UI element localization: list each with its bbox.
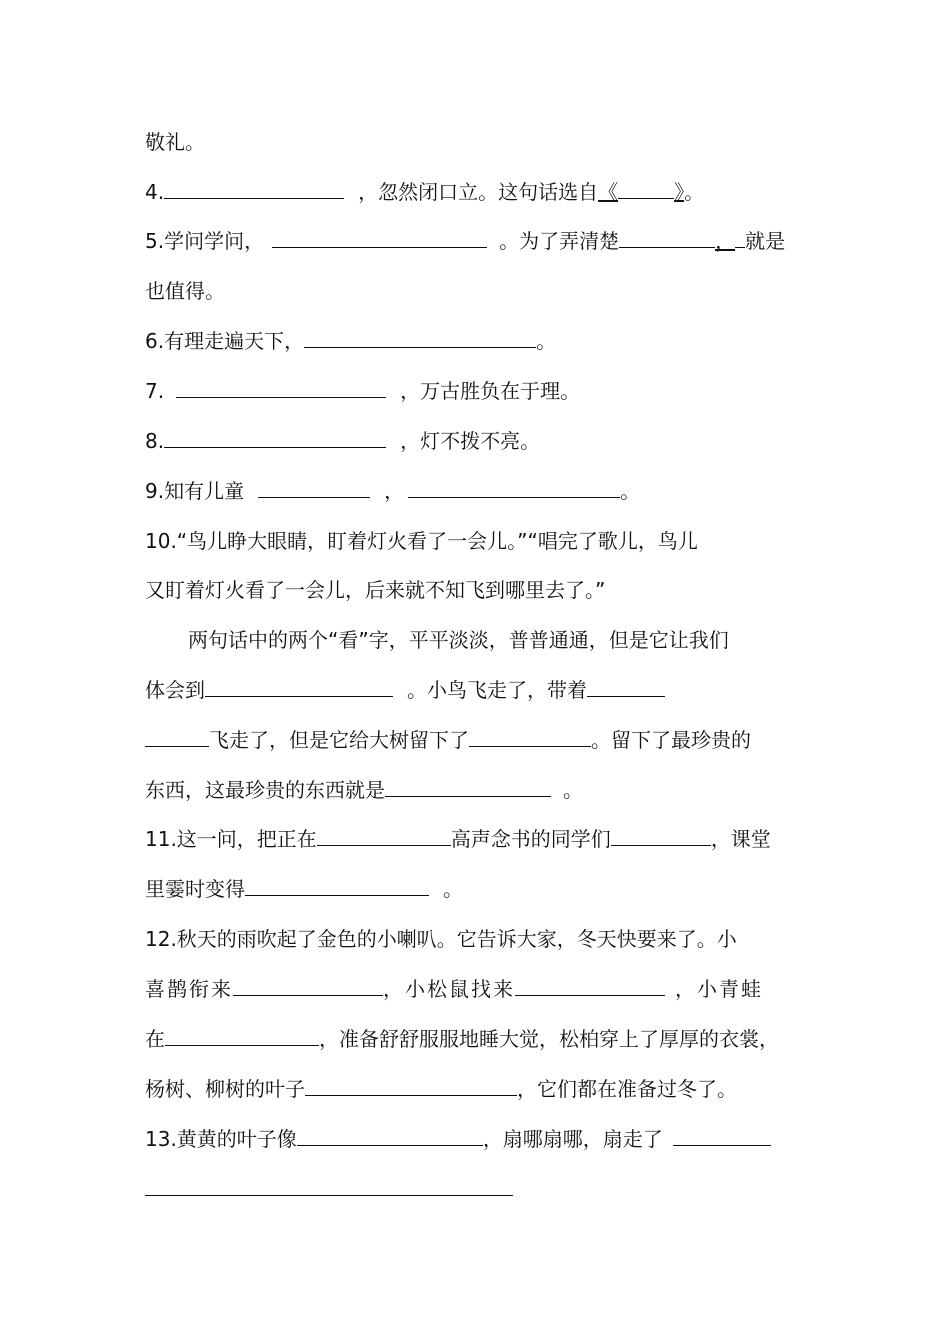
question-11-line-1: 11.这一问，把正在 高声念书的同学们 ，课堂 (145, 827, 771, 851)
question-12-line-4: 杨树、柳树的叶子 ，它们都在准备过冬了。 (145, 1077, 737, 1101)
blank[interactable] (611, 825, 711, 846)
blank[interactable] (245, 875, 429, 896)
question-13-line-1: 13.黄黄的叶子像 ，扇哪扇哪，扇走了 (145, 1125, 771, 1153)
line-1: 敬礼。 (145, 130, 205, 154)
blank[interactable] (233, 975, 383, 996)
blank[interactable] (469, 726, 591, 747)
question-10-line-2: 又盯着灯火看了一会儿，后来就不知飞到哪里去了。” (145, 578, 606, 602)
question-13-line-2 (145, 1175, 513, 1203)
question-12-line-1: 12.秋天的雨吹起了金色的小喇叭。它告诉大家，冬天快要来了。小 (145, 927, 737, 951)
question-10-line-4: 体会到 。小鸟飞走了，带着 (145, 676, 665, 704)
question-10-line-6: 东西，这最珍贵的东西就是 。 (145, 778, 583, 802)
blank[interactable] (176, 377, 386, 398)
blank[interactable] (304, 327, 536, 348)
blank[interactable] (317, 825, 451, 846)
blank[interactable] (205, 676, 393, 697)
blank[interactable] (164, 178, 344, 199)
blank[interactable] (735, 227, 745, 248)
blank[interactable] (305, 1075, 517, 1096)
blank[interactable] (145, 726, 209, 747)
blank[interactable] (165, 1025, 319, 1046)
question-6: 6.有理走遍天下， 。 (145, 329, 557, 353)
blank[interactable] (618, 178, 674, 199)
blank[interactable] (673, 1125, 771, 1146)
blank[interactable] (145, 1175, 513, 1196)
blank[interactable] (408, 477, 620, 498)
blank[interactable] (587, 676, 665, 697)
blank[interactable] (272, 227, 487, 248)
blank[interactable] (515, 975, 665, 996)
question-11-line-2: 里霎时变得 。 (145, 877, 463, 901)
question-5: 5.学问学问， 。为了弄清楚 ， 就是 (145, 229, 786, 253)
question-12-line-2: 喜鹊衔来 ，小松鼠找来 ，小青蛙 (145, 977, 763, 1001)
blank[interactable] (619, 227, 715, 248)
line-4: 也值得。 (145, 279, 225, 303)
blank[interactable] (164, 427, 386, 448)
question-8: 8. ，灯不拨不亮。 (145, 429, 541, 453)
question-7: 7. ，万古胜负在于理。 (145, 379, 581, 403)
question-10-line-1: 10.“鸟儿睁大眼睛，盯着灯火看了一会儿。”“唱完了歌儿，鸟儿 (145, 529, 698, 553)
blank[interactable] (297, 1125, 483, 1146)
question-10-line-3: 两句话中的两个“看”字，平平淡淡，普普通通，但是它让我们 (188, 628, 729, 652)
question-4: 4. ，忽然闭口立。这句话选自《 》。 (145, 180, 705, 204)
question-10-line-5: 飞走了，但是它给大树留下了 。留下了最珍贵的 (145, 726, 751, 754)
question-12-line-3: 在 ，准备舒舒服服地睡大觉，松柏穿上了厚厚的衣裳， (145, 1027, 779, 1051)
blank[interactable] (385, 776, 551, 797)
question-9: 9.知有儿童 ， 。 (145, 479, 641, 503)
blank[interactable] (258, 477, 370, 498)
